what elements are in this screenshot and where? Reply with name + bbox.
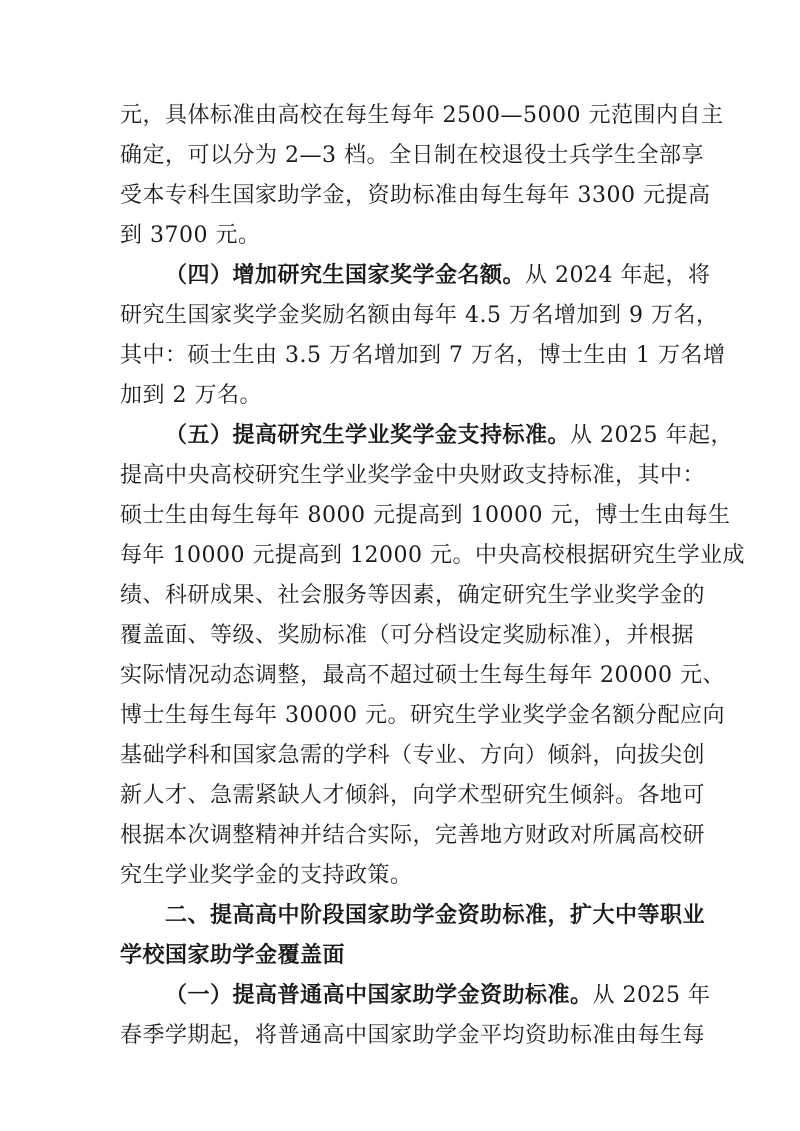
paragraph-line-16: 博士生每生每年 30000 元。研究生学业奖学金名额分配应向 [120,703,725,728]
paragraph-line-14: 覆盖面、等级、奖励标准（可分档设定奖励标准），并根据 [120,623,695,648]
subsection-1-title: （一）提高普通高中国家助学金资助标准。 [165,983,593,1008]
paragraph-line-11: 硕士生由每生每年 8000 元提高到 10000 元，博士生由每生 [120,503,731,528]
paragraph-line-2: 确定，可以分为 2—3 档。全日制在校退役士兵学生全部享 [120,143,704,168]
section-4-heading-line [165,260,711,292]
section-2-heading-continued: 学校国家助学金覆盖面 [120,943,346,968]
section-5-heading-line [165,420,733,452]
paragraph-line-12: 每年 10000 元提高到 12000 元。中央高校根据研究生学业成 [120,543,745,568]
paragraph-line-3: 受本专科生国家助学金，资助标准由每生每年 3300 元提高 [120,183,711,208]
paragraph-line-4: 到 3700 元。 [120,223,261,248]
section-5-title: （五）提高研究生学业奖学金支持标准。 [165,423,571,448]
subsection-1-heading-line [165,980,711,1012]
paragraph-line-19: 根据本次调整精神并结合实际，完善地方财政对所属高校研 [120,823,706,848]
paragraph-line-18: 新人才、急需紧缺人才倾斜，向学术型研究生倾斜。各地可 [120,783,706,808]
section-2-heading: 二、提高高中阶段国家助学金资助标准，扩大中等职业 [165,903,706,928]
subsection-1-text: 从 2025 年 [592,983,711,1008]
paragraph-line-17: 基础学科和国家急需的学科（专业、方向）倾斜，向拔尖创 [120,743,706,768]
paragraph-line-8: 加到 2 万名。 [120,383,262,408]
paragraph-line-24: 春季学期起，将普通高中国家助学金平均资助标准由每生每 [120,1023,706,1048]
paragraph-line-20: 究生学业奖学金的支持政策。 [120,863,413,888]
paragraph-line-6: 研究生国家奖学金奖励名额由每年 4.5 万名增加到 9 万名， [120,303,719,328]
paragraph-line-1: 元，具体标准由高校在每生每年 2500—5000 元范围内自主 [120,103,724,128]
section-4-text: 从 2024 年起，将 [525,263,711,288]
paragraph-line-15: 实际情况动态调整，最高不超过硕士生每生每年 20000 元、 [120,663,725,688]
paragraph-line-10: 提高中央高校研究生学业奖学金中央财政支持标准，其中： [120,463,706,488]
section-4-title: （四）增加研究生国家奖学金名额。 [165,263,526,288]
paragraph-line-7: 其中：硕士生由 3.5 万名增加到 7 万名，博士生由 1 万名增 [120,343,726,368]
section-5-text: 从 2025 年起， [570,423,733,448]
paragraph-line-13: 绩、科研成果、社会服务等因素，确定研究生学业奖学金的 [120,583,706,608]
